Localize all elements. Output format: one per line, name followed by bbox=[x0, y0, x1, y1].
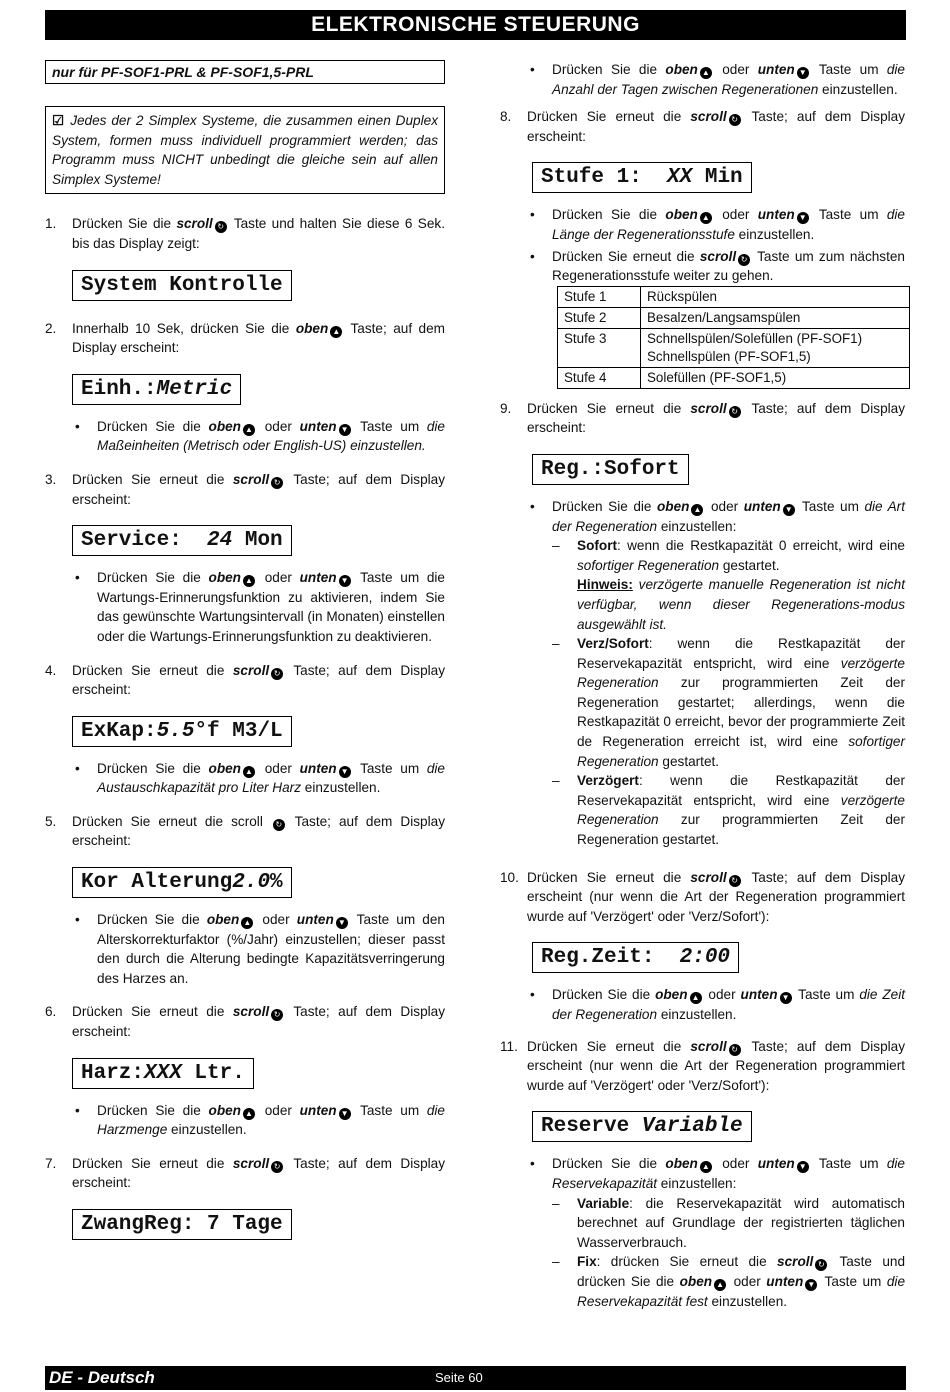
sub-text: Taste und drücken Sie die bbox=[577, 1254, 906, 1289]
checkbox-icon: ☑ bbox=[52, 113, 65, 128]
bullet: • Drücken Sie die oben ▲ oder unten ▼ Taste um die Reservekapazität einzustellen: – Variable: die Reservekapazität wird automatisch berechnet auf Grundlage der registrierten täglichen Wasserverbrauch. – Fix: drücken Sie erneut die scroll ↻ Taste und drücken Sie die oben ▲ oder unten ▼ Taste um die Reservekapazität fest einzustellen. bbox=[500, 1154, 905, 1311]
down-button-icon: ▼ bbox=[339, 424, 351, 436]
display-text: Min bbox=[692, 166, 743, 190]
bullet-emphasis: die Länge der Regenerationsstufe bbox=[552, 207, 905, 242]
bullet-text: Drücken Sie die bbox=[552, 207, 666, 223]
up-button-icon: ▲ bbox=[690, 992, 702, 1004]
page-number: Seite 60 bbox=[435, 1370, 483, 1385]
keyword: scroll bbox=[232, 1155, 270, 1171]
bullet-text: einzustellen. bbox=[301, 780, 381, 796]
keyword: oben bbox=[208, 1102, 241, 1118]
bullet: • Drücken Sie die oben ▲ oder unten ▼ Taste um die Anzahl der Tagen zwischen Regenerationen einzustellen. bbox=[530, 62, 905, 97]
keyword: oben bbox=[665, 62, 698, 77]
step-text: Drücken Sie die bbox=[72, 216, 177, 232]
sub-emphasis: sofortiger Regeneration bbox=[577, 557, 720, 573]
step-text: Drücken Sie erneut die bbox=[72, 662, 233, 678]
bullet-text: einzustellen. bbox=[818, 81, 898, 97]
keyword: scroll bbox=[690, 869, 727, 885]
scroll-button-icon: ↻ bbox=[729, 114, 741, 126]
keyword: scroll bbox=[690, 1038, 727, 1054]
step-5 bbox=[45, 812, 445, 851]
down-button-icon: ▼ bbox=[339, 766, 351, 778]
display-value: 2.0 bbox=[232, 871, 271, 895]
keyword: oben bbox=[655, 987, 688, 1003]
step-text: Innerhalb 10 Sek, drücken Sie die bbox=[72, 320, 296, 336]
keyword: scroll bbox=[232, 662, 270, 678]
bullet-text: Taste um bbox=[352, 1102, 427, 1118]
bullet-text: Drücken Sie erneut die bbox=[552, 248, 700, 264]
scroll-button-icon: ↻ bbox=[271, 668, 283, 680]
bullet-text: Taste um bbox=[810, 62, 887, 77]
bullet-text: Drücken Sie die bbox=[552, 62, 666, 77]
bullet-text: oder bbox=[257, 570, 300, 586]
step-8 bbox=[500, 107, 905, 146]
lcd-display bbox=[72, 716, 292, 747]
bullet-text: Drücken Sie die bbox=[552, 1156, 666, 1172]
step-3 bbox=[45, 470, 445, 509]
up-button-icon: ▲ bbox=[243, 766, 255, 778]
bullet-text: Drücken Sie die bbox=[552, 987, 656, 1003]
sub-text: : wenn die Restkapazität der Reservekapazität entspricht, wird eine bbox=[577, 636, 905, 671]
sub-text: gestartet. bbox=[719, 557, 780, 573]
sub-item: – Sofort: wenn die Restkapazität 0 erreicht, wird eine sofortiger Regeneration gestartet. Hinweis: verzögerte manuelle Regeneration ist nicht verfügbar, wenn dieser Regenerations-modus ausgewählt ist. bbox=[552, 538, 905, 632]
down-button-icon: ▼ bbox=[783, 504, 795, 516]
keyword: Variable bbox=[577, 1195, 630, 1211]
step-number: 5. bbox=[45, 813, 57, 829]
table-cell: Stufe 4 bbox=[558, 367, 641, 388]
sub-item: – Verz/Sofort: wenn die Restkapazität der Reservekapazität entspricht, wird eine verzögerte Regeneration zur programmierten Zeit der Regeneration gestartet; allerdings, wenn die Restkapazität 0 erreicht, bevor der programmierte Zeit de Regeneration erreicht ist, wird eine sofortiger Regeneration gestartet. bbox=[552, 636, 905, 769]
bullet-text: oder bbox=[713, 1156, 758, 1172]
page-footer bbox=[45, 1366, 906, 1390]
step-4 bbox=[45, 661, 445, 700]
table-cell: Rückspülen bbox=[641, 286, 910, 307]
keyword: unten bbox=[740, 987, 778, 1003]
model-box: nur für PF-SOF1-PRL & PF-SOF1,5-PRL bbox=[45, 60, 445, 84]
step-text: Drücken Sie erneut die scroll bbox=[72, 813, 271, 829]
scroll-button-icon: ↻ bbox=[729, 1044, 741, 1056]
display-value: Variable bbox=[641, 1115, 743, 1139]
down-button-icon: ▼ bbox=[797, 1161, 809, 1173]
scroll-button-icon: ↻ bbox=[815, 1259, 827, 1271]
step-2 bbox=[45, 319, 445, 358]
bullet-text: Taste um bbox=[793, 987, 860, 1003]
sub-text: zur programmierten Zeit der Regeneration gestartet; allerdings, wenn die Restkapazität 0 erreicht, bevor der programmierte Zeit de Regeneration erreicht ist, wird eine bbox=[577, 675, 905, 750]
sub-emphasis: verzögerte Regeneration bbox=[577, 655, 905, 691]
step-number: 3. bbox=[45, 471, 57, 487]
step-text: Taste; auf dem Display erscheint (nur wenn die Art der Regeneration programmiert wurde auf 'Verzögert' oder 'Verz/Sofort'): bbox=[527, 869, 906, 924]
step-text: Taste; auf dem Display erscheint: bbox=[72, 813, 445, 849]
bullet: • Drücken Sie die oben ▲ oder unten ▼ Taste um die Art der Regeneration einzustellen: – Sofort: wenn die Restkapazität 0 erreicht, wird eine sofortiger Regeneration gestartet. Hinweis: verzögerte manuelle Regeneration ist nicht verfügbar, wenn dieser Regenerations-modus ausgewählt ist. – Verz/Sofort: wenn die Restkapazität der Reservekapazität entspricht, wird eine verzögerte Regeneration zur programmierten Zeit der Regeneration gestartet; allerdings, wenn die Restkapazität 0 erreicht, bevor der programmierte Zeit de Regeneration erreicht ist, wird eine sofortiger Regeneration gestartet. – Verzögert: wenn die Restkapazität der Reservekapazität entspricht, wird eine verzögerte Regeneration zur programmierten Zeit der Regeneration gestartet. bbox=[500, 497, 905, 850]
keyword: Sofort bbox=[577, 538, 618, 554]
step-text: Drücken Sie erneut die bbox=[72, 1155, 233, 1171]
display-text: Harz: bbox=[81, 1061, 145, 1085]
bullet: • Drücken Sie die oben ▲ oder unten ▼ Taste um die Länge der Regenerationsstufe einzustellen. bbox=[530, 207, 905, 242]
step-text: Taste; auf dem Display erscheint: bbox=[72, 1155, 446, 1191]
lcd-display bbox=[72, 374, 241, 405]
bullet-text: Drücken Sie die bbox=[97, 760, 209, 776]
step-number: 8. bbox=[500, 109, 512, 125]
table-row bbox=[558, 328, 910, 367]
step-text: Taste; auf dem Display erscheint: bbox=[527, 400, 906, 436]
hint-label: Hinweis: bbox=[577, 577, 633, 593]
up-button-icon: ▲ bbox=[700, 1161, 712, 1173]
sub-text: zur programmierten Zeit der Regeneration gestartet. bbox=[577, 812, 905, 848]
bullet: • Drücken Sie die oben ▲ oder unten ▼ Taste um die Wartungs-Erinnerungsfunktion zu aktivieren, indem Sie das gewünschte Wartungsintervall (in Monaten) einstellen oder die Wartungs-Erinnerungsfunktion zu deaktivieren. bbox=[75, 570, 445, 644]
keyword: unten bbox=[299, 760, 337, 776]
step-text: Taste; auf dem Display erscheint: bbox=[72, 662, 446, 698]
scroll-button-icon: ↻ bbox=[273, 819, 285, 831]
scroll-button-icon: ↻ bbox=[729, 875, 741, 887]
display-text: Mon bbox=[232, 529, 283, 553]
page-header: ELEKTRONISCHE STEUERUNG bbox=[45, 10, 906, 40]
keyword: unten bbox=[757, 207, 795, 223]
display-text: Reg.Zeit: bbox=[541, 946, 680, 970]
sub-text: : wenn die Restkapazität 0 erreicht, wird eine bbox=[617, 538, 905, 554]
down-button-icon: ▼ bbox=[339, 575, 351, 587]
bullet-text: Drücken Sie die bbox=[97, 912, 207, 928]
sub-text: einzustellen. bbox=[707, 1293, 788, 1309]
step-1 bbox=[45, 214, 445, 253]
step-number: 9. bbox=[500, 400, 512, 416]
lcd-display bbox=[72, 867, 292, 898]
sub-text: gestartet. bbox=[658, 753, 720, 769]
bullet-text: Taste um bbox=[352, 760, 427, 776]
bullet-text: oder bbox=[257, 418, 300, 434]
sub-text: : wenn die Restkapazität der Reservekapazität entspricht, wird eine bbox=[577, 773, 905, 808]
sub-text: : drücken Sie erneut die bbox=[596, 1254, 778, 1270]
sub-emphasis: sofortiger Regeneration bbox=[577, 734, 905, 769]
hint-text: verzögerte manuelle Regeneration ist nicht verfügbar, wenn dieser Regenerations-modus ausgewählt ist. bbox=[577, 577, 905, 632]
display-text: Einh.: bbox=[81, 377, 157, 401]
up-button-icon: ▲ bbox=[714, 1279, 726, 1291]
keyword: oben bbox=[208, 760, 241, 776]
bullet-text: oder bbox=[257, 1102, 300, 1118]
bullet-text: Drücken Sie die bbox=[97, 570, 209, 586]
keyword: scroll bbox=[232, 471, 270, 487]
step-text: Drücken Sie erneut die bbox=[527, 1038, 691, 1054]
bullet: • Drücken Sie erneut die scroll ↻ Taste um zum nächsten Regenerationsstufe weiter zu gehen. bbox=[530, 248, 905, 284]
step-number: 11. bbox=[500, 1038, 518, 1054]
keyword: scroll bbox=[690, 400, 727, 416]
scroll-button-icon: ↻ bbox=[738, 254, 750, 266]
table-cell: Stufe 2 bbox=[558, 307, 641, 328]
note-box bbox=[45, 106, 445, 194]
sub-item: – Verzögert: wenn die Restkapazität der Reservekapazität entspricht, wird eine verzögerte Regeneration zur programmierten Zeit der Regeneration gestartet. bbox=[552, 773, 905, 848]
up-button-icon: ▲ bbox=[243, 575, 255, 587]
table-cell: Stufe 1 bbox=[558, 286, 641, 307]
sub-emphasis: die Reservekapazität fest bbox=[577, 1273, 906, 1309]
bullet-text: oder bbox=[713, 62, 758, 77]
down-button-icon: ▼ bbox=[780, 992, 792, 1004]
bullet-text: Drücken Sie die bbox=[97, 418, 209, 434]
bullet: • Drücken Sie die oben ▲ oder unten ▼ Taste um den Alterskorrekturfaktor (%/Jahr) einzustellen; dieser passt den durch die Alterung bedingte Kapazitätsverringerung des Harzes an. bbox=[75, 912, 445, 986]
keyword: scroll bbox=[690, 109, 727, 125]
lcd-display bbox=[532, 942, 739, 973]
bullet-emphasis: die Anzahl der Tagen zwischen Regenerationen bbox=[552, 62, 905, 97]
step-text: Taste; auf dem Display erscheint: bbox=[72, 1004, 446, 1040]
bullet-text: Drücken Sie die bbox=[552, 498, 657, 514]
step-9 bbox=[500, 399, 905, 438]
display-value: Metric bbox=[156, 377, 233, 401]
scroll-button-icon: ↻ bbox=[271, 477, 283, 489]
keyword: oben bbox=[665, 207, 698, 223]
keyword: unten bbox=[299, 418, 337, 434]
up-button-icon: ▲ bbox=[700, 212, 712, 224]
step-7 bbox=[45, 1154, 445, 1193]
keyword: unten bbox=[299, 1102, 337, 1118]
bullet-text: Taste um zum nächsten Regenerationsstufe weiter zu gehen. bbox=[552, 248, 905, 284]
step-number: 1. bbox=[45, 216, 57, 232]
bullet-text: Taste um bbox=[352, 418, 427, 434]
down-button-icon: ▼ bbox=[797, 212, 809, 224]
step-text: Taste; auf dem Display erscheint (nur wenn die Art der Regeneration programmiert wurde auf 'Verzögert' oder 'Verz/Sofort'): bbox=[527, 1038, 906, 1093]
step-text: Drücken Sie erneut die bbox=[527, 109, 691, 125]
display-value: 24 bbox=[207, 529, 233, 553]
step-number: 6. bbox=[45, 1004, 57, 1020]
step-text: Drücken Sie erneut die bbox=[527, 400, 691, 416]
step-text: Drücken Sie erneut die bbox=[72, 1004, 233, 1020]
step-10 bbox=[500, 868, 905, 927]
sub-text: Taste um bbox=[819, 1273, 887, 1289]
lcd-display: ZwangReg: 7 Tage bbox=[72, 1209, 292, 1240]
display-text: ExKap: bbox=[81, 719, 157, 743]
step-11 bbox=[500, 1037, 905, 1096]
keyword: unten bbox=[743, 498, 781, 514]
step-text: Taste; auf dem Display erscheint: bbox=[527, 109, 906, 144]
table-cell: Schnellspülen/Solefüllen (PF-SOF1) Schnellspülen (PF-SOF1,5) bbox=[641, 328, 910, 367]
up-button-icon: ▲ bbox=[330, 326, 342, 338]
bullet-emphasis: die Art der Regeneration bbox=[552, 498, 905, 534]
bullet-emphasis: die Maßeinheiten (Metrisch oder English-US) einzustellen. bbox=[97, 418, 445, 454]
keyword: Verz/Sofort bbox=[577, 636, 649, 652]
keyword: oben bbox=[665, 1156, 698, 1172]
bullet-emphasis: die Reservekapazität bbox=[552, 1156, 905, 1191]
table-cell: Besalzen/Langsamspülen bbox=[641, 307, 910, 328]
bullet: • Drücken Sie die oben ▲ oder unten ▼ Taste um die Maßeinheiten (Metrisch oder English-US) einzustellen. bbox=[75, 418, 445, 454]
keyword: unten bbox=[757, 1156, 795, 1172]
up-button-icon: ▲ bbox=[243, 424, 255, 436]
display-value: 5.5 bbox=[156, 719, 195, 743]
keyword: scroll bbox=[699, 248, 737, 264]
display-text: Stufe 1: bbox=[541, 166, 668, 190]
display-text: Reserve bbox=[541, 1115, 642, 1139]
up-button-icon: ▲ bbox=[241, 917, 253, 929]
table-row bbox=[558, 286, 910, 307]
sub-item: – Variable: die Reservekapazität wird automatisch berechnet auf Grundlage der registrierten täglichen Wasserverbrauch. bbox=[552, 1195, 905, 1250]
step-6 bbox=[45, 1002, 445, 1041]
bullet: • Drücken Sie die oben ▲ oder unten ▼ Taste um die Austauschkapazität pro Liter Harz einzustellen. bbox=[75, 760, 445, 796]
bullet-text: Taste um bbox=[796, 498, 865, 514]
down-button-icon: ▼ bbox=[336, 917, 348, 929]
right-column bbox=[500, 60, 905, 1311]
footer-language: DE - Deutsch bbox=[49, 1368, 155, 1387]
bullet-text: Taste um bbox=[810, 207, 887, 223]
sub-text: oder bbox=[728, 1273, 767, 1289]
lcd-display bbox=[532, 162, 752, 193]
table-cell: Solefüllen (PF-SOF1,5) bbox=[641, 367, 910, 388]
keyword: Fix bbox=[577, 1254, 597, 1270]
keyword: oben bbox=[208, 418, 241, 434]
keyword: Verzögert bbox=[577, 773, 639, 789]
bullet-text: oder bbox=[703, 987, 741, 1003]
bullet-emphasis: die Zeit der Regeneration bbox=[552, 987, 905, 1022]
display-text: % bbox=[270, 871, 283, 895]
stufe-table bbox=[557, 286, 910, 389]
keyword: scroll bbox=[176, 216, 213, 232]
keyword: oben bbox=[295, 320, 329, 336]
bullet-text: einzustellen: bbox=[657, 518, 737, 534]
keyword: unten bbox=[766, 1273, 804, 1289]
keyword: oben bbox=[656, 498, 690, 514]
bullet-text: einzustellen. bbox=[657, 1007, 737, 1022]
note-text: Jedes der 2 Simplex Systeme, die zusammen einen Duplex System, formen muss individuell programmiert werden; das Programm muss NICHT unbedingt die gleiche sein auf allen Simplex Systeme! bbox=[52, 113, 438, 187]
bullet-emphasis: die Austauschkapazität pro Liter Harz bbox=[97, 760, 445, 796]
sub-emphasis: verzögerte Regeneration bbox=[577, 792, 905, 828]
keyword: oben bbox=[679, 1273, 713, 1289]
keyword: scroll bbox=[777, 1254, 814, 1270]
step-text: Taste; auf dem Display erscheint: bbox=[72, 320, 445, 356]
left-column bbox=[45, 60, 445, 1252]
up-button-icon: ▲ bbox=[691, 504, 703, 516]
display-text: Service: bbox=[81, 529, 208, 553]
keyword: unten bbox=[296, 912, 334, 928]
bullet-text: oder bbox=[255, 912, 297, 928]
bullet-text: einzustellen. bbox=[167, 1122, 247, 1138]
sub-text: : die Reservekapazität wird automatisch berechnet auf Grundlage der registrierten täglichen Wasserverbrauch. bbox=[577, 1195, 905, 1250]
down-button-icon: ▼ bbox=[805, 1279, 817, 1291]
bullet-text: oder bbox=[705, 498, 744, 514]
bullet-text: Drücken Sie die bbox=[97, 1102, 209, 1118]
display-value: XX bbox=[667, 166, 693, 190]
keyword: unten bbox=[299, 570, 337, 586]
scroll-button-icon: ↻ bbox=[271, 1161, 283, 1173]
display-text: °f M3/L bbox=[194, 719, 283, 743]
down-button-icon: ▼ bbox=[797, 67, 809, 79]
bullet-text: Taste um bbox=[810, 1156, 887, 1172]
step-number: 7. bbox=[45, 1155, 57, 1171]
bullet-emphasis: die Harzmenge bbox=[97, 1102, 445, 1138]
table-row bbox=[558, 307, 910, 328]
display-text: Ltr. bbox=[181, 1061, 245, 1085]
lcd-display: Reg.:Sofort bbox=[532, 454, 689, 485]
step-text: Taste und halten Sie diese 6 Sek. bis das Display zeigt: bbox=[72, 216, 445, 251]
step-number: 2. bbox=[45, 320, 57, 336]
lcd-display bbox=[72, 1058, 254, 1089]
lcd-display bbox=[72, 525, 292, 556]
bullet-text: oder bbox=[713, 207, 758, 223]
up-button-icon: ▲ bbox=[700, 67, 712, 79]
keyword: oben bbox=[208, 570, 241, 586]
bullet-text: einzustellen. bbox=[734, 226, 815, 242]
step-text: Drücken Sie erneut die bbox=[72, 471, 233, 487]
keyword: oben bbox=[206, 912, 240, 928]
step-text: Taste; auf dem Display erscheint: bbox=[72, 471, 446, 507]
bullet: • Drücken Sie die oben ▲ oder unten ▼ Taste um die Zeit der Regeneration einzustellen. bbox=[530, 987, 905, 1022]
step-number: 4. bbox=[45, 662, 57, 678]
display-text: Kor Alterung bbox=[81, 871, 233, 895]
lcd-display: System Kontrolle bbox=[72, 270, 292, 301]
bullet-text: Taste um die Wartungs-Erinnerungsfunktion zu aktivieren, indem Sie das gewünschte Wartungsintervall (in Monaten) einstellen oder die Wartungs-Erinnerungsfunktion zu deaktivieren. bbox=[97, 570, 445, 644]
sub-item: – Fix: drücken Sie erneut die scroll ↻ Taste und drücken Sie die oben ▲ oder unten ▼ Taste um die Reservekapazität fest einzustellen. bbox=[552, 1254, 906, 1309]
display-value: XXX bbox=[144, 1061, 182, 1085]
scroll-button-icon: ↻ bbox=[215, 221, 227, 233]
bullet: • Drücken Sie die oben ▲ oder unten ▼ Taste um die Harzmenge einzustellen. bbox=[75, 1102, 445, 1138]
keyword: unten bbox=[757, 62, 795, 77]
step-text: Drücken Sie erneut die bbox=[527, 869, 691, 885]
bullet-text: Taste um den Alterskorrekturfaktor (%/Jahr) einzustellen; dieser passt den durch die Alterung bedingte Kapazitätsverringerung des Harzes an. bbox=[97, 912, 445, 986]
down-button-icon: ▼ bbox=[339, 1108, 351, 1120]
up-button-icon: ▲ bbox=[243, 1108, 255, 1120]
step-number: 10. bbox=[500, 869, 519, 885]
table-row bbox=[558, 367, 910, 388]
bullet-text: oder bbox=[257, 760, 300, 776]
display-value: 2:00 bbox=[679, 946, 731, 970]
scroll-button-icon: ↻ bbox=[271, 1009, 283, 1021]
lcd-display bbox=[532, 1111, 752, 1142]
table-cell: Stufe 3 bbox=[558, 328, 641, 367]
scroll-button-icon: ↻ bbox=[729, 406, 741, 418]
keyword: scroll bbox=[232, 1004, 270, 1020]
bullet-text: einzustellen: bbox=[657, 1175, 737, 1191]
